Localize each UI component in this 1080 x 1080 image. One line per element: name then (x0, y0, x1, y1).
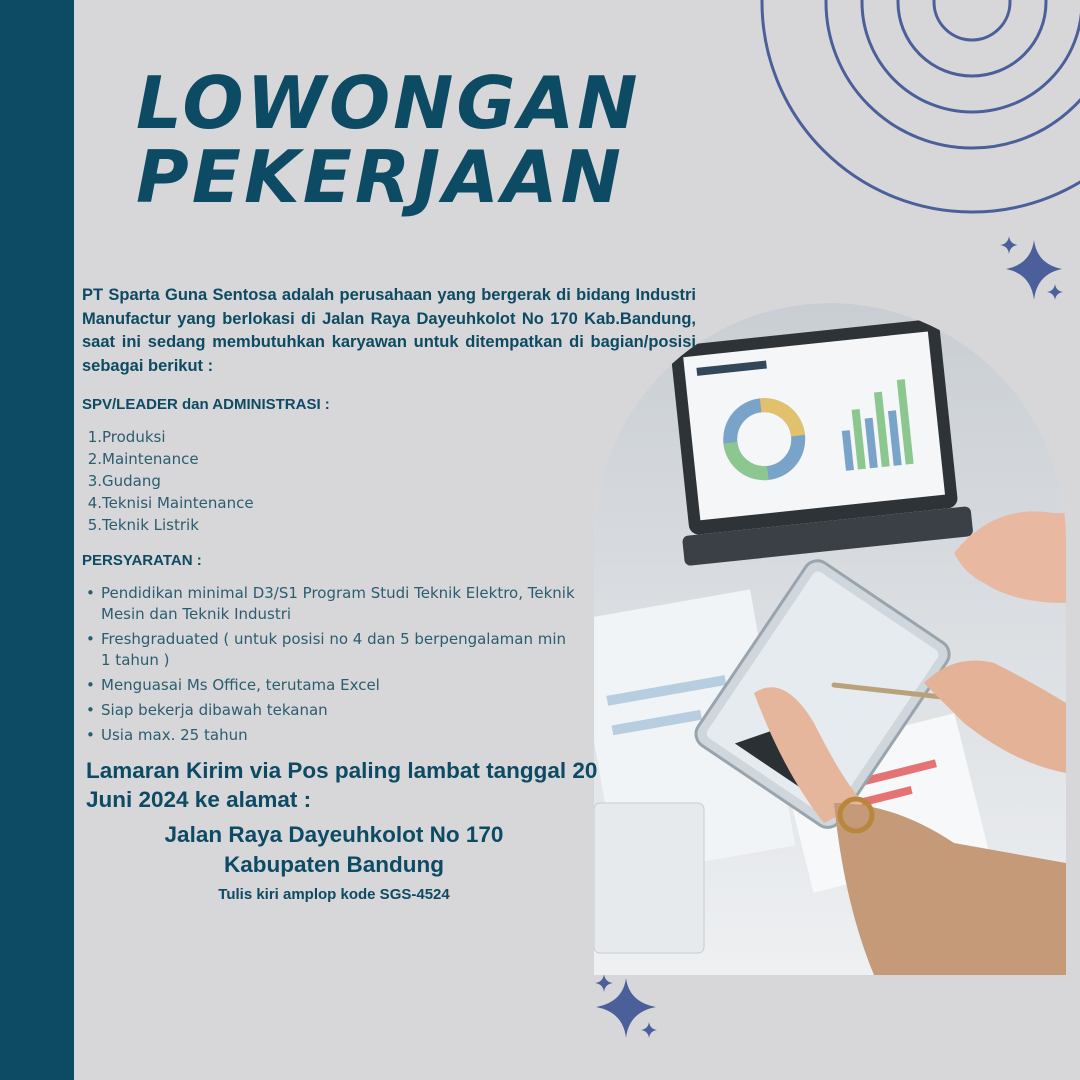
list-item (86, 448, 254, 470)
position-label: Maintenance (102, 450, 199, 468)
side-bar (0, 0, 74, 1080)
concentric-circles-decoration (760, 0, 1080, 220)
sparkle-icon (996, 234, 1068, 306)
page-title (136, 61, 641, 219)
sparkle-icon (592, 972, 664, 1044)
list-number: 5. (87, 516, 102, 534)
requirement-item: • Siap bekerja dibawah tekanan (86, 700, 576, 721)
list-number: 3. (87, 472, 102, 490)
position-label: Teknisi Maintenance (102, 494, 254, 512)
list-item (86, 470, 254, 492)
requirements-list (86, 583, 576, 750)
requirement-item: • Freshgraduated ( untuk posisi no 4 dan 5 berpengalaman min 1 tahun ) (86, 629, 576, 671)
list-number: 2. (87, 450, 102, 468)
positions-list (86, 426, 254, 536)
requirement-item: • Pendidikan minimal D3/S1 Program Studi Teknik Elektro, Teknik Mesin dan Teknik Industri (86, 583, 576, 625)
title-line-2: PEKERJAAN (136, 135, 624, 219)
list-item (86, 492, 254, 514)
envelope-note: Tulis kiri amplop kode SGS-4524 (218, 886, 450, 903)
list-item (86, 514, 254, 536)
position-label: Produksi (102, 428, 166, 446)
address-line-1: Jalan Raya Dayeuhkolot No 170 (164, 822, 504, 847)
requirements-heading: PERSYARATAN : (82, 552, 202, 569)
list-number: 1. (87, 428, 102, 446)
requirement-item: • Usia max. 25 tahun (86, 725, 576, 746)
mailing-address (86, 820, 582, 880)
position-label: Gudang (102, 472, 161, 490)
title-line-1: LOWONGAN (136, 61, 641, 145)
list-number: 4. (87, 494, 102, 512)
address-line-2: Kabupaten Bandung (224, 852, 444, 877)
positions-heading: SPV/LEADER dan ADMINISTRASI : (82, 396, 330, 413)
list-item (86, 426, 254, 448)
company-intro: PT Sparta Guna Sentosa adalah perusahaan yang bergerak di bidang Industri Manufactur yang berlokasi di Jalan Raya Dayeuhkolot No 170 Kab.Bandung, saat ini sedang membutuhkan karyawan untuk ditempatkan di bagian/posisi sebagai berikut : (82, 286, 696, 375)
application-instructions: Lamaran Kirim via Pos paling lambat tanggal 20 Juni 2024 ke alamat : (86, 758, 598, 812)
position-label: Teknik Listrik (102, 516, 199, 534)
requirement-item: • Menguasai Ms Office, terutama Excel (86, 675, 576, 696)
office-meeting-photo (594, 303, 1066, 975)
